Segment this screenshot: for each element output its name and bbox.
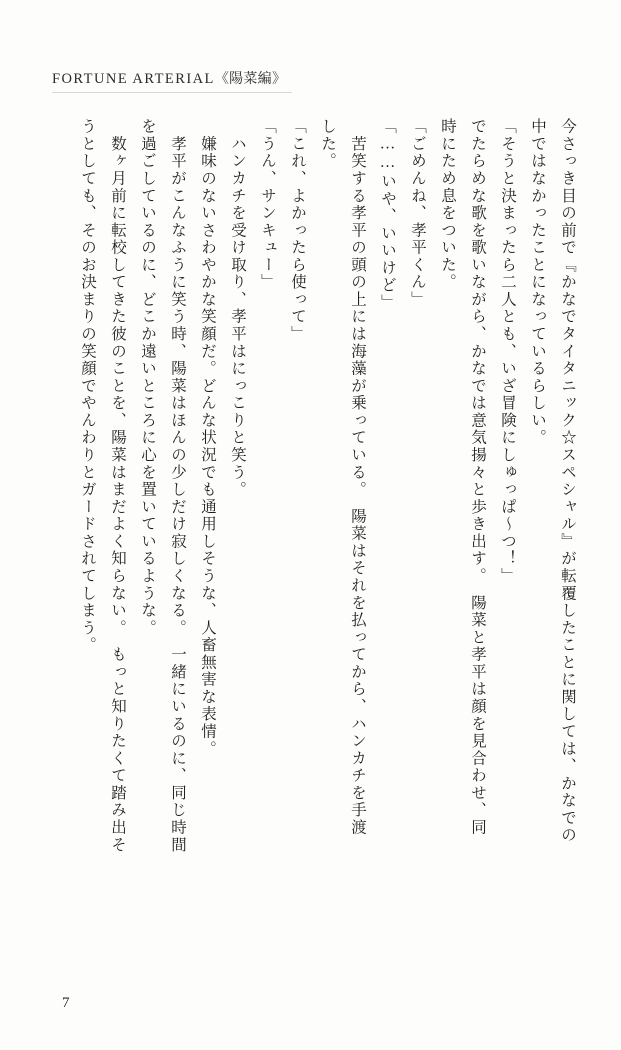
text-column: 「うん、サンキュー」: [259, 118, 276, 291]
text-column: 今さっき目の前で『かなでタイタニック☆スペシャル』が転覆したことに関しては、かなでの: [559, 118, 576, 844]
text-column: 「……いや、いいけど」: [379, 118, 396, 312]
text-column: 嫌味のないさわやかな笑顔だ。どんな状況でも通用しそうな、人畜無害な表情。: [199, 118, 216, 758]
text-column: ハンカチを受け取り、孝平はにっこりと笑う。: [229, 118, 246, 499]
running-header: [52, 68, 286, 88]
text-column: 「ごめんね、孝平くん」: [409, 118, 426, 309]
text-column: 孝平がこんなふうに笑う時、陽菜はほんの少しだけ寂しくなる。 一緒にいるのに、同じ時間: [169, 118, 186, 854]
running-header-subtitle: 《陽菜編》: [214, 72, 287, 87]
text-column: うとしても、そのお決まりの笑顔でやんわりとガードされてしまう。: [79, 118, 96, 654]
body-text: [45, 118, 575, 973]
text-column: 数ヶ月前に転校してきた彼のことを、陽菜はまだよく知らない。 もっと知りたくて踏み出そ: [109, 118, 126, 854]
text-column: 中ではなかったことになっているらしい。: [529, 118, 546, 447]
text-column: でたらめな歌を歌いながら、かなでは意気揚々と歩き出す。 陽菜と孝平は顔を見合わせ、同: [469, 118, 486, 837]
page-number: 7: [62, 995, 70, 1011]
header-divider: [52, 92, 292, 93]
text-column: を過ごしているのに、どこか遠いところに心を置いているような。: [139, 118, 156, 637]
text-column: した。: [319, 118, 336, 170]
text-column: 時にため息をついた。: [439, 118, 456, 291]
text-column: 「これ、よかったら使って」: [289, 118, 306, 343]
text-column: 「そうと決まったら二人とも、いざ冒険にしゅっぱ～つ！」: [499, 118, 516, 585]
text-column: 苦笑する孝平の頭の上には海藻が乗っている。 陽菜はそれを払ってから、ハンカチを手渡: [349, 118, 366, 837]
running-header-title: FORTUNE ARTERIAL: [52, 71, 215, 87]
